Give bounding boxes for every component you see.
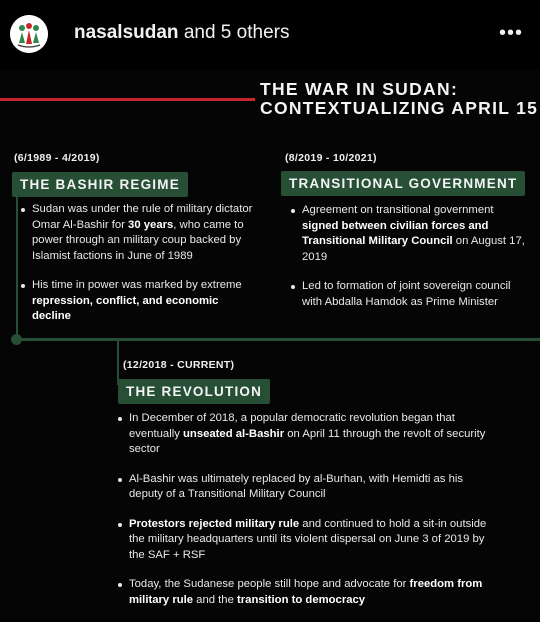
revolution-list	[117, 411, 489, 622]
title-line-2: CONTEXTUALIZING APRIL 15	[260, 98, 539, 118]
transitional-dates: (8/2019 - 10/2021)	[285, 152, 377, 164]
account-name[interactable]: nasalsudan	[74, 22, 179, 43]
transitional-list	[290, 203, 528, 324]
list-item: In December of 2018, a popular democratic revolution began that eventually unseated al-Bashir on April 11 through the revolt of security sector	[117, 411, 489, 458]
avatar[interactable]	[10, 15, 48, 53]
revolution-dates: (12/2018 - CURRENT)	[123, 359, 235, 371]
list-item: Sudan was under the rule of military dictator Omar Al-Bashir for 30 years, who came to power through an military coup backed by Islamist factions in June of 1989	[20, 202, 260, 264]
collaborators[interactable]: and 5 others	[183, 22, 290, 43]
nasalsudan-logo-icon	[10, 15, 48, 53]
more-options-icon[interactable]: •••	[498, 22, 523, 44]
page-title	[260, 80, 538, 118]
post-header	[0, 0, 540, 70]
post-author[interactable]	[74, 22, 289, 44]
list-item: His time in power was marked by extreme repression, conflict, and economic decline	[20, 278, 260, 325]
title-accent-line	[0, 98, 255, 101]
bashir-heading: THE BASHIR REGIME	[12, 172, 188, 197]
revolution-heading: THE REVOLUTION	[118, 379, 270, 404]
bashir-list	[20, 202, 260, 339]
list-item: Protestors rejected military rule and continued to hold a sit-in outside the military headquarters until its violent dispersal on June 3 of 2019 by the SAF + RSF	[117, 517, 489, 564]
list-item: Led to formation of joint sovereign council with Abdalla Hamdok as Prime Minister	[290, 279, 528, 310]
title-line-1: THE WAR IN SUDAN:	[260, 79, 459, 99]
post-image	[0, 70, 540, 620]
bashir-dates: (6/1989 - 4/2019)	[14, 152, 100, 164]
list-item: Al-Bashir was ultimately replaced by al-Burhan, with Hemidti as his deputy of a Transitional Military Council	[117, 472, 489, 503]
transitional-heading: TRANSITIONAL GOVERNMENT	[281, 171, 525, 196]
list-item: Agreement on transitional government signed between civilian forces and Transitional Military Council on August 17, 2019	[290, 203, 528, 265]
list-item: Today, the Sudanese people still hope and advocate for freedom from military rule and the transition to democracy	[117, 577, 489, 608]
timeline-left-line	[16, 173, 18, 343]
